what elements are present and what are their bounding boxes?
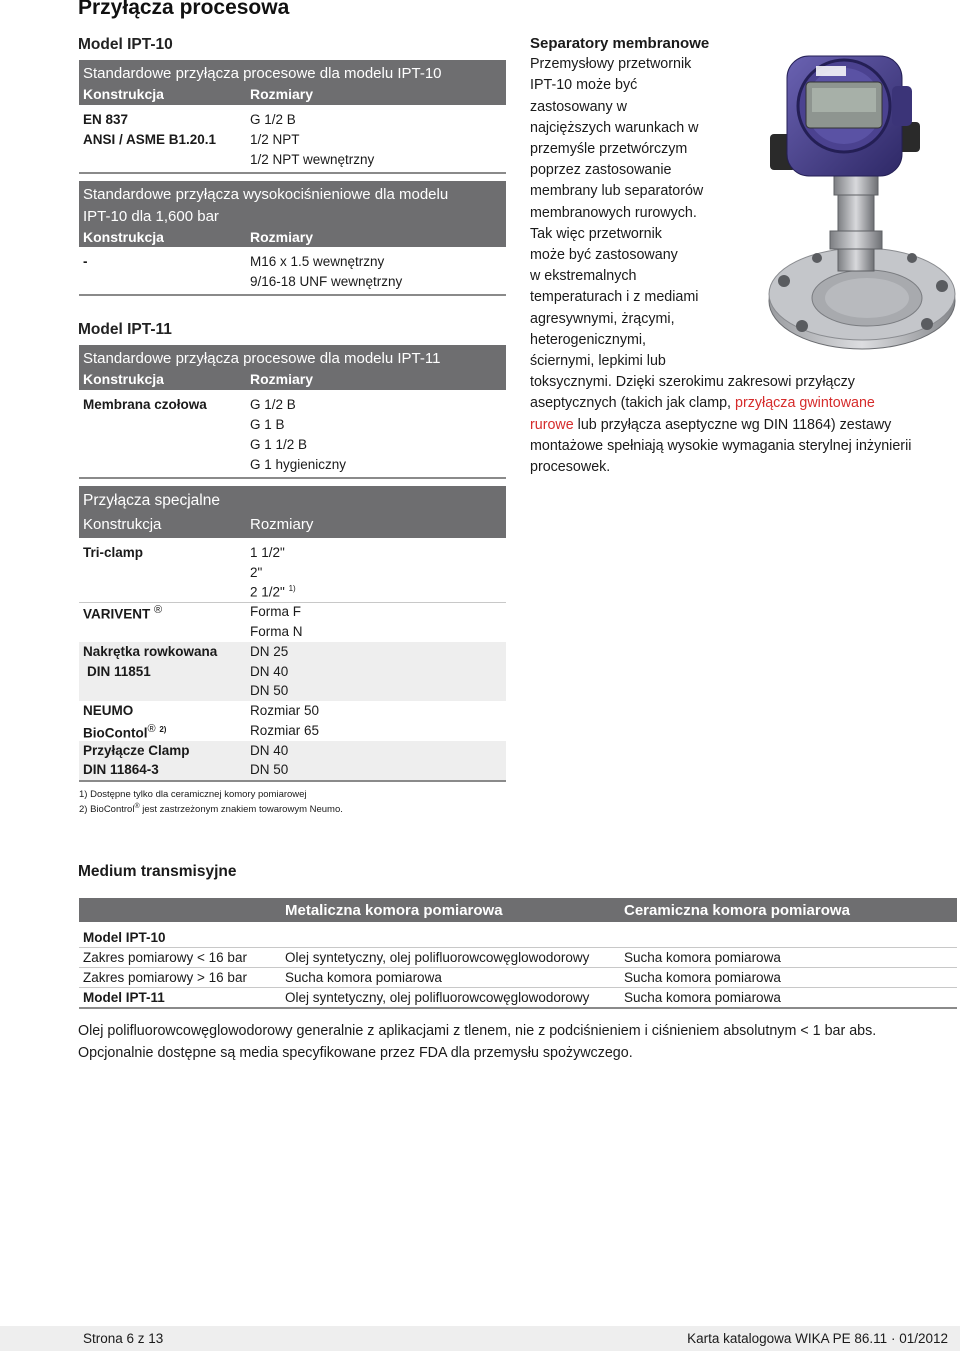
cell-rozmiar: DN 25	[250, 644, 289, 659]
text-line: rurowe lub przyłącza aseptyczne wg DIN 11864) zestawy	[530, 416, 892, 433]
cell-konstrukcja: Tri-clamp	[83, 545, 144, 560]
cell-rozmiar: DN 40	[250, 664, 289, 679]
cell-rozmiar: G 1 hygieniczny	[250, 457, 347, 472]
cell-konstrukcja: Membrana czołowa	[83, 397, 207, 412]
link-przylacza-gwintowane[interactable]: przyłącza gwintowane	[735, 395, 875, 412]
cell-konstrukcja: DIN 11851	[87, 664, 151, 679]
cell-rozmiar: 2"	[250, 565, 263, 580]
divider	[79, 780, 506, 782]
medium-note-1: Olej polifluorowcowęglowodorowy generalnie z aplikacjami z tlenem, nie z podciśnieniem i ciśnieniem absolutnym < 1 bar abs.	[78, 1023, 877, 1039]
medium-note-2: Opcjonalnie dostępne są media specyfikowane przez FDA dla przemysłu spożywczego.	[78, 1045, 633, 1061]
text-line: toksycznymi. Dzięki szerokimu zakresowi przyłączy	[530, 374, 855, 391]
cell-rozmiar: G 1/2 B	[250, 397, 296, 412]
model-ipt10-label: Model IPT-10	[78, 36, 173, 53]
table-row: Zakres pomiarowy < 16 bar Olej syntetyczny, olej polifluorowcowęglowodorowy Sucha komora pomiarowa	[83, 950, 781, 965]
cell-rozmiar: G 1 B	[250, 417, 285, 432]
text-line: przemyśle przetwórczym	[530, 141, 688, 158]
text-line: heterogenicznymi,	[530, 331, 647, 348]
cell-rozmiar: 1 1/2"	[250, 545, 285, 560]
ipt11-std-header	[79, 345, 506, 390]
col-konstrukcja: Konstrukcja	[83, 86, 164, 102]
col-konstrukcja: Konstrukcja	[83, 516, 162, 533]
cell-rozmiar: G 1/2 B	[250, 112, 296, 127]
cell-rozmiar: DN 50	[250, 762, 289, 777]
divider	[79, 602, 506, 603]
table-row: Zakres pomiarowy > 16 bar Sucha komora pomiarowa Sucha komora pomiarowa	[83, 970, 781, 985]
text-line: ściernymi, lepkimi lub	[530, 353, 666, 370]
page-title: Przyłącza procesowa	[78, 0, 290, 19]
page-footer	[0, 1326, 960, 1351]
medium-table-header	[79, 898, 957, 922]
cell-konstrukcja: EN 837	[83, 112, 129, 127]
text-line: membranowych rurowych.	[530, 204, 697, 221]
ipt10-hp-header	[79, 181, 506, 247]
cell-rozmiar: 9/16-18 UNF wewnętrzny	[250, 274, 403, 289]
cell-rozmiar: G 1 1/2 B	[250, 437, 308, 452]
cell-konstrukcja: NEUMO	[83, 703, 134, 718]
cell-konstrukcja: VARIVENT ®	[83, 604, 163, 622]
ipt10-hp-title-2: IPT-10 dla 1,600 bar	[83, 208, 219, 225]
cell-rozmiar: Rozmiar 50	[250, 703, 320, 718]
text-line: IPT-10 może być	[530, 77, 638, 94]
footnote-ref-1: 1)	[288, 584, 296, 593]
model-ipt11-label: Model IPT-11	[78, 321, 172, 338]
col-metal: Metaliczna komora pomiarowa	[285, 902, 503, 919]
divider	[79, 477, 506, 479]
cell-konstrukcja: -	[83, 254, 88, 269]
separatory-heading: Separatory membranowe	[530, 35, 710, 52]
catalog-reference: Karta katalogowa WIKA PE 86.11 · 01/2012	[687, 1331, 948, 1346]
cell-konstrukcja: BioContol® $^{2)}$	[83, 723, 167, 741]
footnote-1: 1) Dostępne tylko dla ceramicznej komory pomiarowej	[79, 789, 307, 800]
cell-rozmiar: M16 x 1.5 wewnętrzny	[250, 254, 385, 269]
divider	[79, 1007, 957, 1009]
cell-rozmiar: DN 40	[250, 743, 289, 758]
cell-rozmiar: 2 1/2" $^{1)}$	[250, 584, 296, 600]
col-rozmiary: Rozmiary	[250, 516, 314, 533]
cell-rozmiar: 1/2 NPT wewnętrzny	[250, 152, 375, 167]
separatory-section	[530, 33, 955, 478]
footnote-ref-2: 2)	[159, 725, 167, 734]
cell-konstrukcja: ANSI / ASME B1.20.1	[83, 132, 217, 147]
text-line: aseptycznych (takich jak clamp, przyłącza gwintowane	[530, 395, 875, 412]
text-line: procesowek.	[530, 459, 611, 476]
ipt10-std-header	[79, 60, 506, 105]
cell-rozmiar: 1/2 NPT	[250, 132, 300, 147]
cell-rozmiar: Forma F	[250, 604, 302, 619]
col-konstrukcja: Konstrukcja	[83, 371, 164, 387]
text-line: membrany lub separatorów	[530, 183, 704, 200]
cell-konstrukcja: Nakrętka rowkowana	[83, 644, 218, 659]
col-rozmiary: Rozmiary	[250, 86, 314, 102]
text-line: montażowe spełniają wysokie wymagania sterylnej inżynierii	[530, 437, 912, 454]
cell-konstrukcja: DIN 11864-3	[83, 762, 159, 777]
col-konstrukcja: Konstrukcja	[83, 229, 164, 245]
cell-rozmiar: Forma N	[250, 624, 303, 639]
footnotes	[79, 789, 343, 816]
special-title: Przyłącza specjalne	[83, 492, 220, 509]
table-row: Model IPT-10	[83, 930, 166, 945]
link-rurowe[interactable]: rurowe	[530, 416, 574, 433]
table-row: Model IPT-11 Olej syntetyczny, olej polifluorowcowęglowodorowy Sucha komora pomiarowa	[83, 990, 781, 1005]
divider	[79, 294, 506, 296]
page-number: Strona 6 z 13	[83, 1331, 164, 1346]
cell-konstrukcja: Przyłącze Clamp	[83, 743, 190, 758]
text-line: najcięższych warunkach w	[530, 119, 699, 136]
text-line: poprzez zastosowanie	[530, 162, 672, 179]
special-header	[79, 486, 506, 538]
text-line: agresywnymi, żrącymi,	[530, 310, 675, 327]
col-rozmiary: Rozmiary	[250, 371, 314, 387]
medium-title: Medium transmisyjne	[78, 863, 237, 880]
text-line: Przemysłowy przetwornik	[530, 56, 692, 73]
footnote-2: 2) BioControl® jest zastrzeżonym znakiem towarowym Neumo.	[79, 803, 343, 816]
cell-rozmiar: Rozmiar 65	[250, 723, 320, 738]
text-line: w ekstremalnych	[530, 268, 637, 285]
text-line: może być zastosowany	[530, 247, 678, 264]
medium-notes	[78, 1020, 958, 1064]
text-line: temperaturach i z mediami	[530, 289, 699, 306]
ipt11-std-title: Standardowe przyłącza procesowe dla modelu IPT-11	[83, 350, 441, 367]
cell-rozmiar: DN 50	[250, 683, 289, 698]
ipt10-hp-title-1: Standardowe przyłącza wysokociśnieniowe dla modelu	[83, 186, 449, 203]
text-line: Tak więc przetwornik	[530, 225, 662, 242]
text-line: zastosowany w	[530, 98, 627, 115]
divider	[79, 172, 506, 174]
ipt10-std-title: Standardowe przyłącza procesowe dla modelu IPT-10	[83, 65, 442, 82]
col-rozmiary: Rozmiary	[250, 229, 314, 245]
col-ceramic: Ceramiczna komora pomiarowa	[624, 902, 850, 919]
